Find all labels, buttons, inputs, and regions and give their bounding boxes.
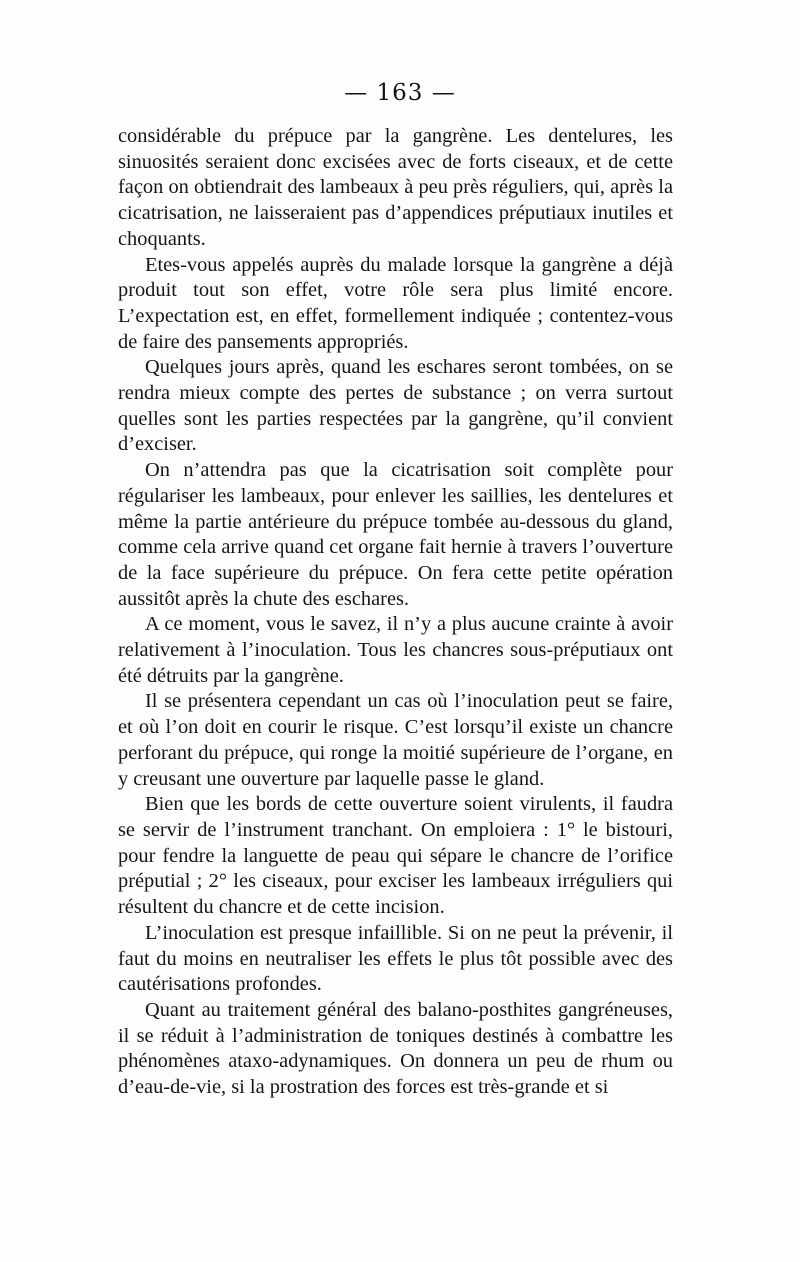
paragraph: Quant au traitement général des balano-posthites gangréneuses, il se réduit à l’administration de toniques destinés à combattre les phénomènes ataxo-adynamiques. On donnera un peu de rhum ou d’eau-de-vie, si la prostration des forces est très-grande et si [118,998,673,1099]
paragraph: L’inoculation est presque infaillible. Si on ne peut la prévenir, il faut du moins en neutraliser les effets le plus tôt possible avec des cautérisations profondes. [118,921,673,996]
page-number-header: — 163 — [344,80,456,106]
paragraph: Bien que les bords de cette ouverture soient virulents, il faudra se servir de l’instrument tranchant. On emploiera : 1° le bistouri, pour fendre la languette de peau qui sépare le chancre de l’orifice préputial ; 2° les ciseaux, pour exciser les lambeaux irréguliers qui résultent du chancre et de cette incision. [118,793,673,919]
paragraph: Il se présentera cependant un cas où l’inoculation peut se faire, et où l’on doit en courir le risque. C’est lorsqu’il existe un chancre perforant du prépuce, qui ronge la moitié supérieure de l’organe, en y creusant une ouverture par laquelle passe le gland. [118,690,673,790]
paragraph: A ce moment, vous le savez, il n’y a plus aucune crainte à avoir relativement à l’inoculation. Tous les chancres sous-préputiaux ont été détruits par la gangrène. [118,613,673,687]
paragraph: Etes-vous appelés auprès du malade lorsque la gangrène a déjà produit tout son effet, votre rôle sera plus limité encore. L’expectation est, en effet, formellement indiquée ; contentez-vous de faire des pansements appropriés. [118,253,673,353]
paragraph: On n’attendra pas que la cicatrisation soit complète pour régulariser les lambeaux, pour enlever les saillies, les dentelures et même la partie antérieure du prépuce tombée au-dessous du gland, comme cela arrive quand cet organe fait hernie à travers l’ouverture de la face supérieure du prépuce. On fera cette petite opération aussitôt après la chute des eschares. [118,459,673,610]
body-text [118,124,673,1101]
paragraph: considérable du prépuce par la gangrène. Les dentelures, les sinuosités seraient donc excisées avec de forts ciseaux, et de cette façon on obtiendrait des lambeaux à peu près réguliers, qui, après la cicatrisation, ne laisseraient pas d’appendices préputiaux inutiles et choquants. [118,125,673,250]
paragraph: Quelques jours après, quand les eschares seront tombées, on se rendra mieux compte des pertes de substance ; on verra surtout quelles sont les parties respectées par la gangrène, qu’il convient d’exciser. [118,356,673,456]
